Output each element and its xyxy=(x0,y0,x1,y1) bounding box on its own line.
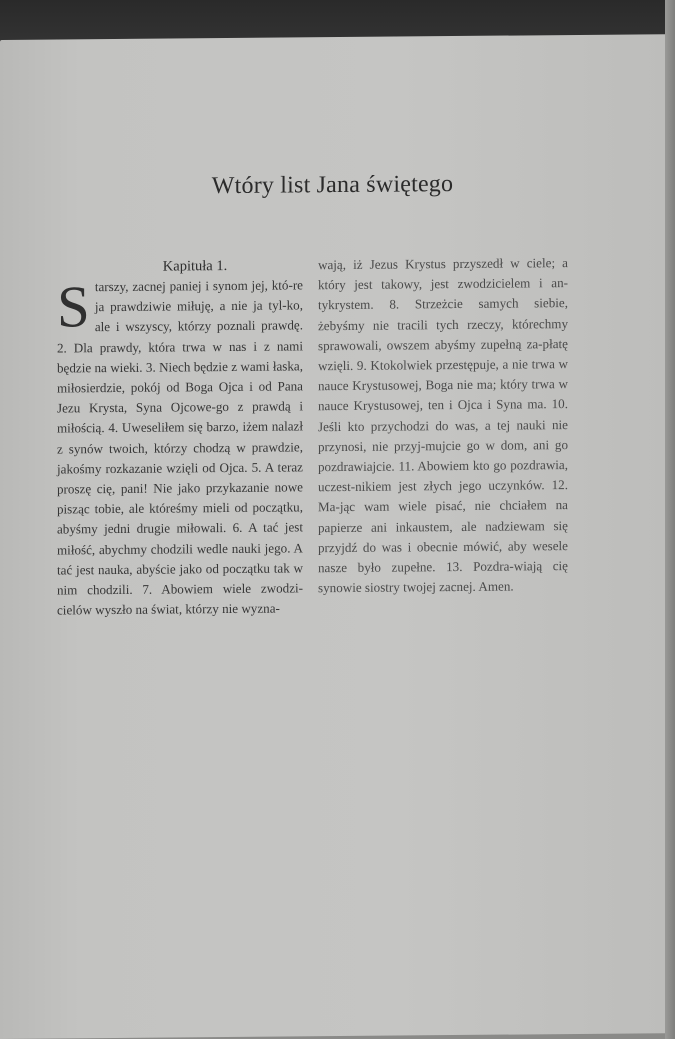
text-column-right xyxy=(318,253,568,599)
text-column-left xyxy=(57,255,303,621)
right-column-text: wają, iż Jezus Krystus przyszedł w ciele; a który jest takowy, jest zwodzicielem i an-tykrystem. 8. Strzeżcie samych siebie, żebyśmy nie tracili tych rzeczy, którechmy sprawowali, owszem abyśmy zupełną za-płatę wzięli. 9. Ktokolwiek przestępuje, a nie trwa w nauce Krystusowej, Boga nie ma; który trwa w nauce Krystusowej, ten i Ojca i Syna ma. 10. Jeśli kto przychodzi do was, a tej nauki nie przynosi, nie przyj-mujcie go w dom, ani go pozdrawiajcie. 11. Abowiem kto go pozdrawia, uczest-nikiem jest złych jego uczynków. 12. Ma-jąc wam wiele pisać, nie chciałem na papierze ani inkaustem, ale nadziewam się przyjdź do was i obecnie mówić, aby wesele nasze było zupełne. 13. Pozdra-wiają cię synowie siostry twojej zacnej. Amen. xyxy=(318,255,568,596)
page-edge-shadow xyxy=(665,0,675,1039)
paragraph-left xyxy=(57,275,303,621)
chapter-heading: Kapituła 1. xyxy=(162,258,228,275)
book-page xyxy=(0,34,665,1039)
left-column-text: tarszy, zacnej paniej i synom jej, któ-re ja prawdziwie miłuję, a nie ja tyl-ko, ale i wszyscy, którzy poznali prawdę. 2. Dla prawdy, która trwa w nas i z nami będzie na wieki. 3. Niech będzie z wami łaska, miłosierdzie, pokój od Boga Ojca i od Pana Jezu Krysta, Syna Ojcowe-go z prawdą i miłością. 4. Uweseliłem się barzo, iżem nalazł z synów twoich, którzy chodzą w prawdzie, jakośmy rozkazanie wzięli od Ojca. 5. A teraz proszę cię, pani! Nie jako przykazanie nowe pisząc tobie, ale któreśmy mieli od początku, abyśmy jedni drugie miłowali. 6. A tać jest miłość, abychmy chodzili wedle nauki jego. A tać jest nauka, abyście jako od początku tak w nim chodzili. 7. Abowiem wiele zwodzi-cielów wyszło na świat, którzy nie wyzna- xyxy=(57,277,303,618)
page-title: Wtóry list Jana świętego xyxy=(211,171,454,200)
drop-cap: S xyxy=(57,273,90,340)
